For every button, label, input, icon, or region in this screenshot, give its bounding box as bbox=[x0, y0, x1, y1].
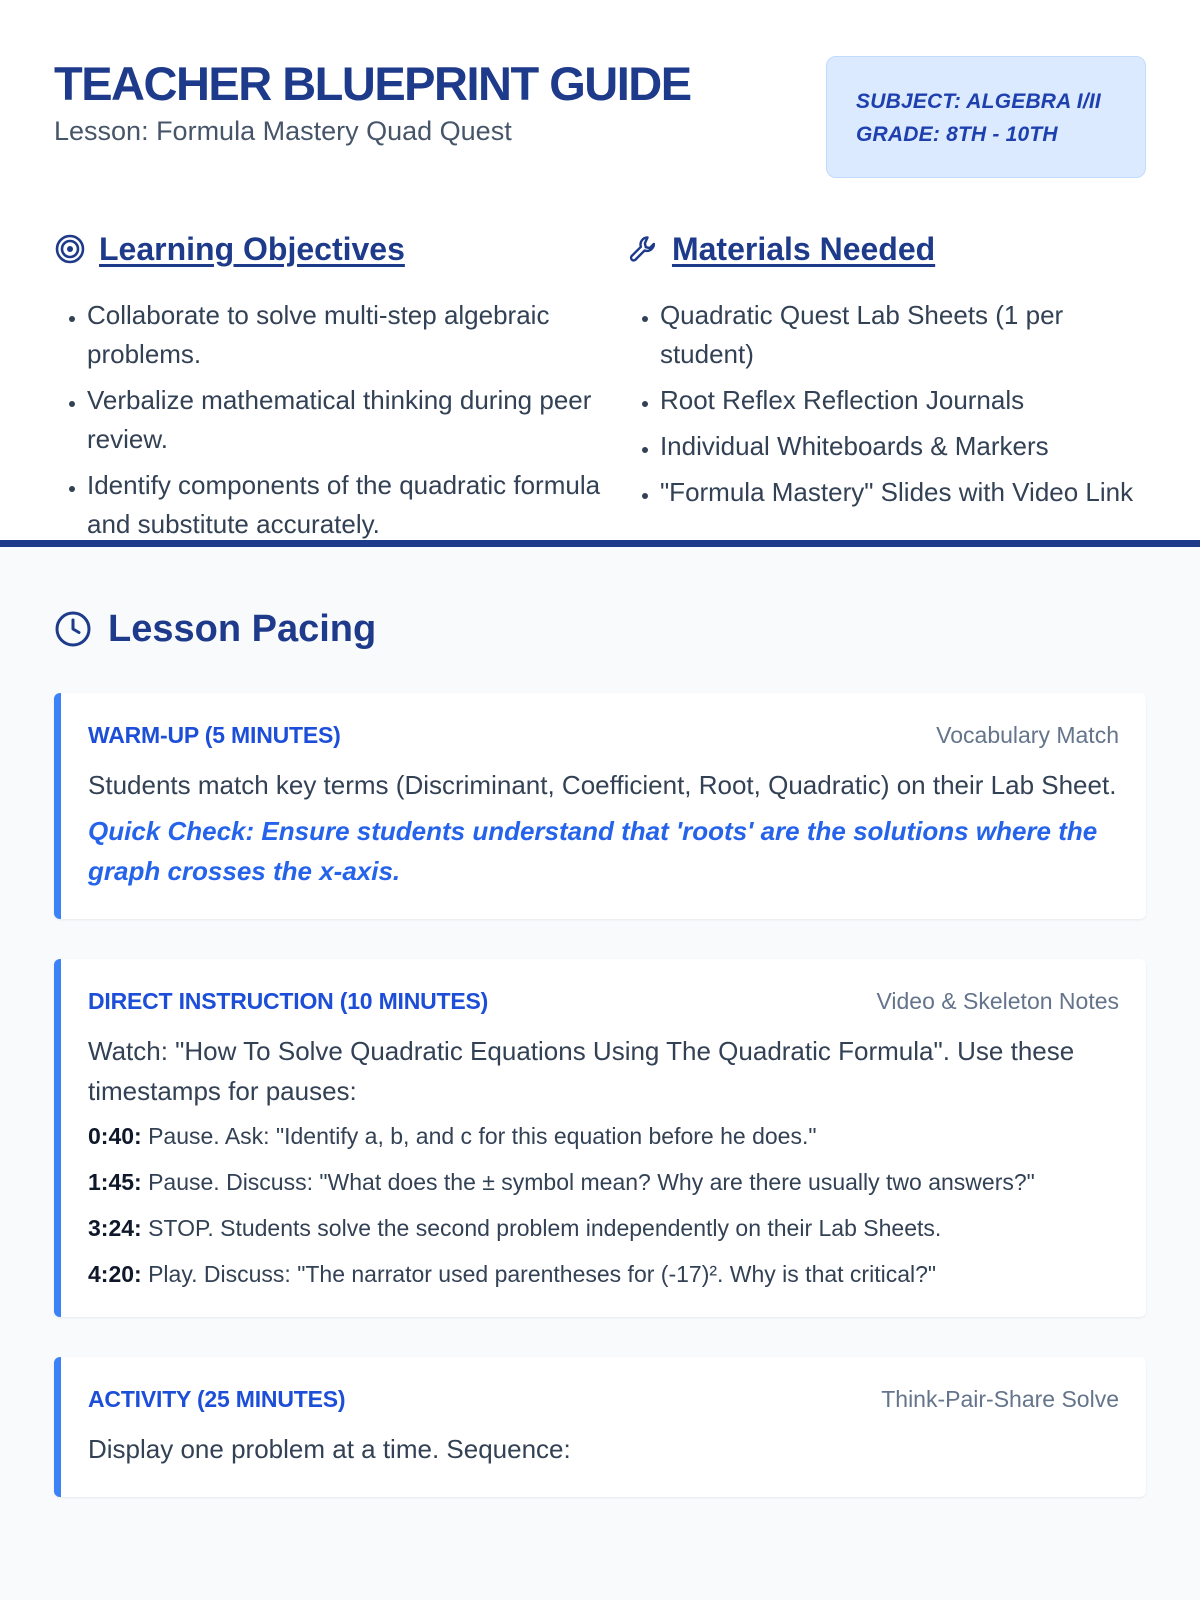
timestamp-row bbox=[88, 1259, 1119, 1289]
card-body: Display one problem at a time. Sequence: bbox=[88, 1434, 571, 1464]
pacing-card-activity bbox=[54, 1357, 1146, 1497]
lesson-subtitle: Lesson: Formula Mastery Quad Quest bbox=[54, 116, 512, 146]
card-body: Students match key terms (Discriminant, Coefficient, Root, Quadratic) on their Lab Sheet. bbox=[88, 770, 1117, 800]
objectives-list bbox=[54, 296, 627, 544]
material-item: • Root Reflex Reflection Journals bbox=[660, 381, 1146, 420]
timestamp-text: STOP. Students solve the second problem independently on their Lab Sheets. bbox=[141, 1215, 942, 1241]
card-header bbox=[88, 985, 1119, 1017]
materials-list bbox=[627, 296, 1146, 512]
timestamp-row bbox=[88, 1121, 1119, 1151]
lesson-pacing-section bbox=[0, 547, 1200, 1600]
pacing-card-direct-instruction bbox=[54, 959, 1146, 1317]
objectives-heading bbox=[54, 230, 627, 268]
objectives-section bbox=[54, 230, 627, 551]
material-item: • Quadratic Quest Lab Sheets (1 per student) bbox=[660, 296, 1146, 374]
card-type: Vocabulary Match bbox=[936, 721, 1119, 748]
card-type: Video & Skeleton Notes bbox=[876, 987, 1119, 1014]
timestamp-text: Play. Discuss: "The narrator used parentheses for (-17)². Why is that critical?" bbox=[141, 1261, 937, 1287]
objective-item: • Identify components of the quadratic formula and substitute accurately. bbox=[87, 466, 627, 544]
quick-check-note: Quick Check: Ensure students understand that 'roots' are the solutions where the graph crosses the x-axis. bbox=[88, 816, 1098, 886]
materials-section bbox=[627, 230, 1146, 551]
subject-label: SUBJECT: ALGEBRA I/II bbox=[856, 90, 1101, 113]
objective-item: • Collaborate to solve multi-step algebraic problems. bbox=[87, 296, 627, 374]
card-header bbox=[88, 719, 1119, 751]
materials-title: Materials Needed bbox=[671, 230, 936, 267]
guide-header-section bbox=[0, 0, 1200, 540]
card-body: Watch: "How To Solve Quadratic Equations Using The Quadratic Formula". Use these timestamps for pauses: bbox=[88, 1036, 1075, 1106]
grade-label: GRADE: 8TH - 10TH bbox=[856, 123, 1058, 146]
timestamp-row bbox=[88, 1167, 1119, 1197]
pacing-card-warm-up bbox=[54, 693, 1146, 919]
overview-columns bbox=[54, 230, 1146, 551]
header bbox=[54, 56, 1146, 186]
timestamp-time: 1:45: bbox=[88, 1169, 142, 1195]
material-item: • Individual Whiteboards & Markers bbox=[660, 427, 1146, 466]
wrench-icon bbox=[627, 233, 659, 265]
card-label: WARM-UP (5 MINUTES) bbox=[88, 721, 341, 748]
timestamp-time: 4:20: bbox=[88, 1261, 142, 1287]
card-header bbox=[88, 1383, 1119, 1415]
objective-item: • Verbalize mathematical thinking during peer review. bbox=[87, 381, 627, 459]
timestamp-text: Pause. Discuss: "What does the ± symbol mean? Why are there usually two answers?" bbox=[141, 1169, 1035, 1195]
card-label: DIRECT INSTRUCTION (10 MINUTES) bbox=[88, 987, 489, 1014]
objectives-title: Learning Objectives bbox=[99, 230, 405, 267]
material-item: • "Formula Mastery" Slides with Video Link bbox=[660, 473, 1146, 512]
pacing-title: Lesson Pacing bbox=[108, 607, 377, 650]
card-label: ACTIVITY (25 MINUTES) bbox=[88, 1385, 346, 1412]
materials-heading bbox=[627, 230, 1146, 268]
target-icon bbox=[54, 233, 86, 265]
timestamp-time: 0:40: bbox=[88, 1123, 142, 1149]
timestamp-time: 3:24: bbox=[88, 1215, 142, 1241]
subject-grade-badge bbox=[826, 56, 1146, 178]
timestamp-text: Pause. Ask: "Identify a, b, and c for this equation before he does." bbox=[141, 1123, 817, 1149]
timestamp-list bbox=[88, 1121, 1119, 1289]
card-type: Think-Pair-Share Solve bbox=[881, 1385, 1119, 1412]
pacing-heading bbox=[54, 547, 1146, 653]
page-title: TEACHER BLUEPRINT GUIDE bbox=[54, 57, 691, 110]
clock-icon bbox=[54, 610, 92, 648]
timestamp-row bbox=[88, 1213, 1119, 1243]
pacing-cards bbox=[54, 693, 1146, 1497]
